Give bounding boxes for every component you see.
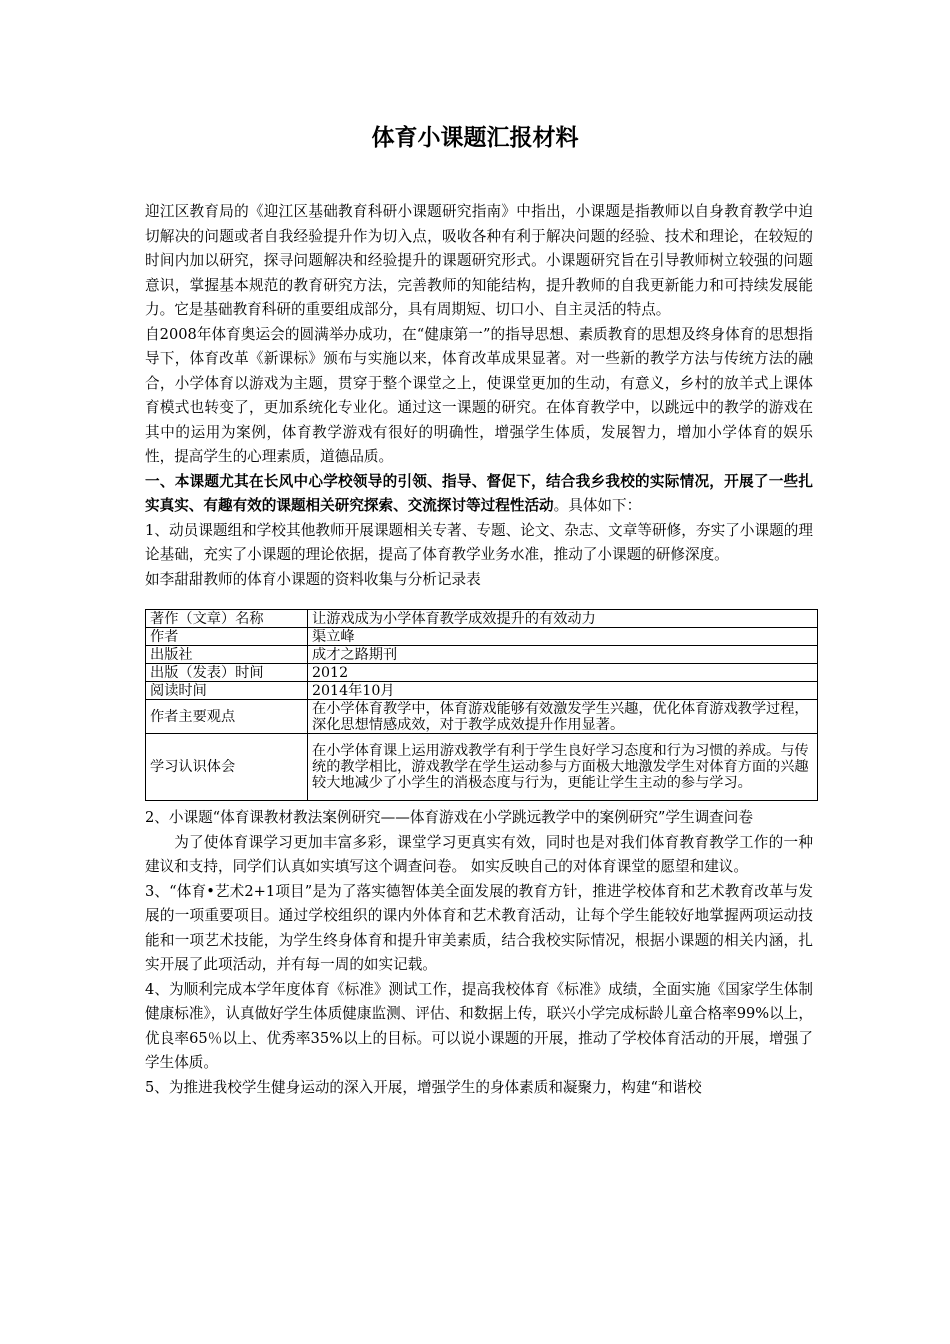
table-key-cell: 学习认识体会	[146, 734, 308, 801]
table-value-cell: 2014年10月	[308, 682, 818, 700]
table-key-cell: 作者主要观点	[146, 700, 308, 734]
table-value-cell: 成才之路期刊	[308, 646, 818, 664]
section-1-heading	[145, 470, 813, 519]
table-row	[146, 682, 818, 700]
table-caption: 如李甜甜教师的体育小课题的资料收集与分析记录表	[145, 570, 481, 588]
intro-paragraph-1: 迎江区教育局的《迎江区基础教育科研小课题研究指南》中指出，小课题是指教师以自身教育教学中迫切解决的问题或者自我经验提升作为切入点，吸收各种有利于解决问题的经验、技术和理论，在较短的时间内加以研究，探寻问题解决和经验提升的课题研究形式。小课题研究旨在引导教师树立较强的问题意识，掌握基本规范的教育研究方法，完善教师的知能结构，提升教师的自我更新能力和可持续发展能力。它是基础教育科研的重要组成部分，具有周期短、切口小、自主灵活的特点。	[145, 203, 813, 318]
table-row	[146, 610, 818, 628]
item-2-body: 为了使体育课学习更加丰富多彩，课堂学习更真实有效，同时也是对我们体育教育教学工作的一种建议和支持，同学们认真如实填写这个调查问卷。 如实反映自己的对体育课堂的愿望和建议。	[145, 833, 813, 875]
table-value-cell: 渠立峰	[308, 628, 818, 646]
table-row	[146, 700, 818, 734]
table-value-cell: 在小学体育教学中，体育游戏能够有效激发学生兴趣，优化体育游戏教学过程，深化思想情感成效，对于教学成效提升作用显著。	[308, 700, 818, 734]
item-5: 5、为推进我校学生健身运动的深入开展，增强学生的身体素质和凝聚力，构建“和谐校	[145, 1078, 702, 1096]
table-key-cell: 作者	[146, 628, 308, 646]
item-1: 1、动员课题组和学校其他教师开展课题相关专著、专题、论文、杂志、文章等研修，夯实了小课题的理论基础，充实了小课题的理论依据，提高了体育教学业务水准，推动了小课题的研修深度。	[145, 521, 813, 563]
section-1-rest-text: 。具体如下：	[553, 497, 642, 514]
table-row	[146, 646, 818, 664]
table-value-cell: 让游戏成为小学体育教学成效提升的有效动力	[308, 610, 818, 628]
section-1-bold-text: 一、本课题尤其在长风中心学校领导的引领、指导、督促下，结合我乡我校的实际情况，开展了一些扎实真实、有趣有效的课题相关研究探索、交流探讨等过程性活动	[145, 472, 813, 514]
table-key-cell: 阅读时间	[146, 682, 308, 700]
item-2: 2、小课题“体育课教材教法案例研究——体育游戏在小学跳远教学中的案例研究”学生调查问卷	[145, 809, 753, 826]
document-title: 体育小课题汇报材料	[371, 125, 579, 151]
item-4: 4、为顺利完成本学年度体育《标准》测试工作，提高我校体育《标准》成绩，全面实施《国家学生体制健康标准》，认真做好学生体质健康监测、评估、和数据上传，联兴小学完成标龄儿童合格率99%以上，优良率65％以上、优秀率35%以上的目标。可以说小课题的开展，推动了学校体育活动的开展，增强了学生体质。	[145, 980, 813, 1071]
table-key-cell: 出版（发表）时间	[146, 664, 308, 682]
intro-paragraph-2: 自2008年体育奥运会的圆满举办成功，在“健康第一”的指导思想、素质教育的思想及终身体育的思想指导下，体育改革《新课标》颁布与实施以来，体育改革成果显著。对一些新的教学方法与传统方法的融合，小学体育以游戏为主题，贯穿于整个课堂之上，使课堂更加的生动，有意义，乡村的放羊式上课体育模式也转变了，更加系统化专业化。通过这一课题的研究。在体育教学中，以跳远中的教学的游戏在其中的运用为案例，体育教学游戏有很好的明确性，增强学生体质，发展智力，增加小学体育的娱乐性，提高学生的心理素质，道德品质。	[145, 325, 813, 465]
table-key-cell: 著作（文章）名称	[146, 610, 308, 628]
table-value-cell: 2012	[308, 664, 818, 682]
table-row	[146, 628, 818, 646]
table-key-cell: 出版社	[146, 646, 308, 664]
record-table	[145, 609, 818, 801]
table-value-cell: 在小学体育课上运用游戏教学有利于学生良好学习态度和行为习惯的养成。与传统的教学相比，游戏教学在学生运动参与方面极大地激发学生对体育方面的兴趣较大地减少了小学生的消极态度与行为，更能让学生主动的参与学习。	[308, 734, 818, 801]
item-3: 3、“体育•艺术2+1项目”是为了落实德智体美全面发展的教育方针，推进学校体育和艺术教育改革与发展的一项重要项目。通过学校组织的课内外体育和艺术教育活动，让每个学生能较好地掌握两项运动技能和一项艺术技能，为学生终身体育和提升审美素质，结合我校实际情况，根据小课题的相关内涵，扎实开展了此项活动，并有每一周的如实记载。	[145, 882, 813, 973]
table-row	[146, 664, 818, 682]
document-body	[145, 200, 813, 1100]
table-row	[146, 734, 818, 801]
